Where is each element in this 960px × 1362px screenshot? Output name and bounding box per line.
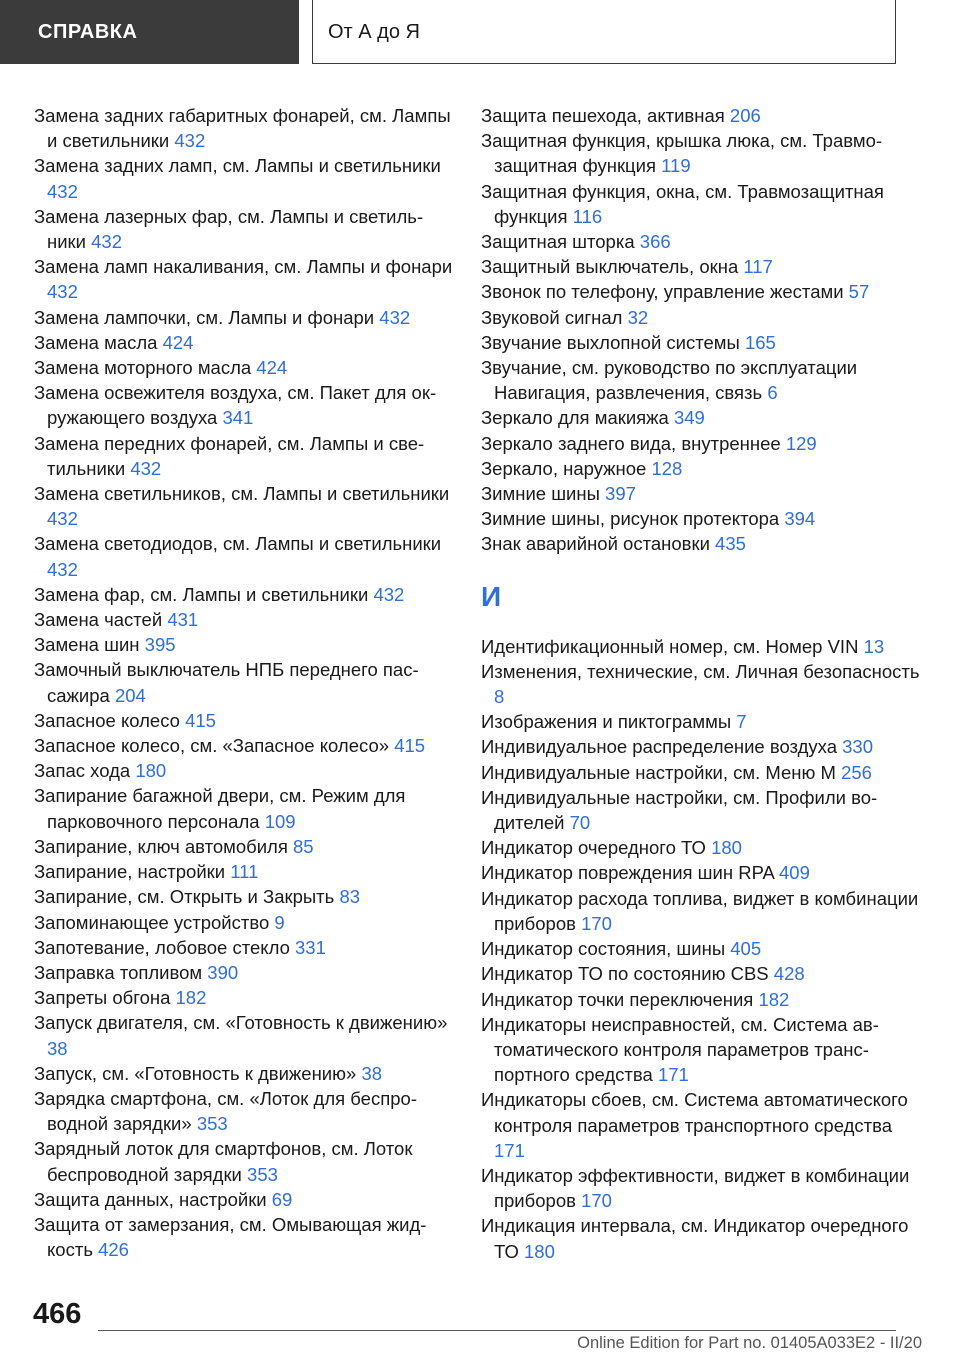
index-entry: [481, 506, 921, 531]
page-reference-link[interactable]: 165: [744, 331, 776, 353]
index-entry-text: Защитная шторка: [481, 231, 635, 253]
index-entry: [34, 380, 454, 430]
index-entry: [481, 760, 921, 785]
page-reference-link[interactable]: 171: [657, 1064, 689, 1086]
index-entry-text: Индикаторы неисправностей, см. Система автоматического контроля параметров транспортного средства: [481, 1013, 879, 1086]
page-reference-link[interactable]: 390: [207, 961, 239, 983]
index-entry-text: Замена лазерных фар, см. Лампы и светильники: [34, 205, 424, 253]
page-reference-link[interactable]: 204: [114, 684, 146, 706]
index-entry-text: Индикатор эффективности, виджет в комбинации приборов: [481, 1164, 910, 1212]
index-entry-text: Защита пешехода, активная: [481, 105, 725, 126]
index-entry: [34, 481, 454, 531]
page-reference-link[interactable]: 129: [785, 432, 817, 454]
index-entry-text: Запреты обгона: [34, 987, 171, 1009]
index-entry: [481, 431, 921, 456]
index-entry: [34, 531, 454, 581]
index-entry-text: Зеркало, наружное: [481, 457, 647, 479]
index-entry-text: Запасное колесо, см. «Запасное колесо»: [34, 735, 390, 757]
index-entry-text: Замена моторного масла: [34, 357, 252, 379]
index-entry: [481, 103, 921, 128]
index-entry-text: Звонок по телефону, управление жестами: [481, 281, 844, 303]
index-entry: [481, 734, 921, 759]
index-entry-text: Запирание, см. Открыть и Закрыть: [34, 886, 335, 908]
index-entry-text: Зимние шины, рисунок протектора: [481, 508, 780, 530]
page-reference-link[interactable]: 353: [247, 1163, 278, 1185]
index-entry-text: Индивидуальные настройки, см. Меню M: [481, 761, 836, 783]
page-reference-link[interactable]: 431: [167, 609, 199, 631]
index-entry: [481, 456, 921, 481]
page-reference-link[interactable]: 7: [736, 711, 747, 733]
index-entry-text: Запас хода: [34, 760, 131, 782]
index-entry: [481, 1012, 921, 1088]
page-reference-link[interactable]: 366: [639, 231, 671, 253]
index-entry: [34, 330, 454, 355]
index-entry-text: Запоминающее устройство: [34, 911, 270, 933]
page-reference-link[interactable]: 180: [135, 760, 167, 782]
page-reference-link[interactable]: 432: [373, 583, 405, 605]
index-entry: [34, 834, 454, 859]
page-reference-link[interactable]: 116: [572, 205, 603, 227]
page-reference-link[interactable]: 415: [185, 709, 216, 731]
index-entry-text: Индикатор расхода топлива, виджет в комбинации приборов: [481, 887, 919, 934]
index-entry: [481, 1213, 921, 1263]
index-entry: [34, 431, 454, 481]
index-entry: [34, 632, 454, 657]
page-reference-link[interactable]: 13: [863, 635, 885, 657]
index-entry-text: Звуковой сигнал: [481, 306, 623, 328]
index-entry-text: Запасное колесо: [34, 709, 180, 731]
page-reference-link[interactable]: 109: [264, 810, 296, 832]
page-reference-link[interactable]: 85: [293, 835, 314, 857]
index-entry-text: Замена задних ламп, см. Лампы и светильники: [34, 155, 441, 177]
page-reference-link[interactable]: 432: [47, 281, 78, 303]
index-entry-text: Индивидуальное распределение воздуха: [481, 736, 837, 758]
index-entry: [34, 758, 454, 783]
index-entry: [481, 785, 921, 835]
index-entry-text: Замена ламп накаливания, см. Лампы и фонари: [34, 256, 453, 278]
page-reference-link[interactable]: 128: [651, 457, 683, 479]
page-reference-link[interactable]: 353: [196, 1113, 228, 1135]
page-reference-link[interactable]: 57: [848, 281, 870, 303]
index-entry: [481, 279, 921, 304]
index-entry-text: Запуск двигателя, см. «Готовность к движению»: [34, 1012, 448, 1034]
index-entry: [481, 1087, 921, 1163]
page-reference-link[interactable]: 206: [729, 105, 761, 126]
index-entry: [34, 1010, 454, 1060]
index-entry-text: Защитный выключатель, окна: [481, 256, 739, 278]
index-entry-text: Замена передних фонарей, см. Лампы и светильники: [34, 432, 425, 479]
page-reference-link[interactable]: 32: [627, 306, 649, 328]
page-reference-link[interactable]: 331: [295, 936, 326, 958]
page-reference-link[interactable]: 170: [581, 1190, 612, 1212]
index-entry: [481, 305, 921, 330]
index-entry-text: Идентификационный номер, см. Номер VIN: [481, 635, 859, 657]
index-entry: [34, 935, 454, 960]
index-entry: [481, 987, 921, 1012]
index-entry-text: Замена масла: [34, 331, 158, 353]
index-entry-text: Индивидуальные настройки, см. Профили водителей: [481, 786, 878, 834]
index-column-left: [34, 103, 454, 1262]
index-entry-text: Индикатор повреждения шин RPA: [481, 862, 774, 884]
index-entry-text: Замена задних габаритных фонарей, см. Лампы и светильники: [34, 105, 451, 152]
index-entry-text: Замена фар, см. Лампы и светильники: [34, 583, 369, 605]
index-entry-text: Защитная функция, окна, см. Травмозащитная функция: [481, 180, 884, 227]
index-entry-text: Индикатор состояния, шины: [481, 938, 726, 960]
page-reference-link[interactable]: 424: [162, 331, 194, 353]
index-entry-text: Замочный выключатель НПБ переднего пассажира: [34, 659, 419, 706]
index-column-right: [481, 103, 921, 1264]
page-reference-link[interactable]: 8: [494, 686, 505, 708]
page-reference-link[interactable]: 405: [730, 938, 762, 960]
index-entry: [34, 355, 454, 380]
page-reference-link[interactable]: 171: [494, 1139, 525, 1161]
index-entry-text: Изменения, технические, см. Личная безопасность: [481, 660, 920, 682]
index-entry-text: Замена светильников, см. Лампы и светильники: [34, 483, 450, 505]
index-entry: [34, 1187, 454, 1212]
page-reference-link[interactable]: 38: [361, 1062, 383, 1084]
page-reference-link[interactable]: 70: [569, 812, 591, 834]
page-reference-link[interactable]: 182: [175, 987, 207, 1009]
index-entry-text: Зеркало для макияжа: [481, 407, 669, 429]
index-entry-text: Индикатор точки переключения: [481, 988, 754, 1010]
index-entry-text: Запуск, см. «Готовность к движению»: [34, 1062, 357, 1084]
footer-divider: [98, 1330, 896, 1331]
index-entry: [34, 204, 454, 254]
index-group-i: [481, 634, 921, 1264]
index-entry: [34, 985, 454, 1010]
page-reference-link[interactable]: 397: [605, 483, 636, 505]
index-entry-text: Зарядный лоток для смартфонов, см. Лоток беспроводной зарядки: [34, 1138, 413, 1185]
index-entry: [481, 961, 921, 986]
index-entry-text: Звучание выхлопной системы: [481, 331, 740, 353]
index-entry: [34, 582, 454, 607]
index-group-z: [481, 103, 921, 557]
page-reference-link[interactable]: 6: [767, 382, 778, 404]
page-number: 466: [33, 1298, 82, 1330]
index-entry: [481, 634, 921, 659]
index-entry-text: Зеркало заднего вида, внутреннее: [481, 432, 781, 454]
index-entry: [34, 859, 454, 884]
page-reference-link[interactable]: 415: [394, 735, 426, 757]
page-reference-link[interactable]: 424: [256, 357, 288, 379]
index-entry: [34, 1136, 454, 1186]
index-entry: [34, 708, 454, 733]
index-entry: [481, 405, 921, 430]
page-reference-link[interactable]: 432: [91, 231, 122, 253]
index-entry-text: Защита от замерзания, см. Омывающая жидкость: [34, 1213, 427, 1261]
index-entry: [34, 1061, 454, 1086]
index-entry: [34, 733, 454, 758]
topic-tab[interactable]: От А до Я: [312, 0, 896, 64]
index-entry-text: Замена лампочки, см. Лампы и фонари: [34, 306, 375, 328]
page-reference-link[interactable]: 69: [271, 1188, 293, 1210]
page-reference-link[interactable]: 426: [98, 1239, 129, 1261]
index-entry: [481, 709, 921, 734]
index-entry-text: Защитная функция, крышка люка, см. Травмозащитная функция: [481, 130, 883, 177]
index-entry: [34, 607, 454, 632]
index-entry: [481, 229, 921, 254]
page-reference-link[interactable]: 330: [842, 736, 874, 758]
page-reference-link[interactable]: 435: [715, 533, 746, 555]
page-reference-link[interactable]: 349: [673, 407, 705, 429]
index-entry: [481, 1163, 921, 1213]
page-reference-link[interactable]: 119: [661, 155, 691, 177]
index-entry-text: Замена шин: [34, 634, 140, 656]
section-letter: И: [481, 580, 502, 612]
page-reference-link[interactable]: 9: [274, 911, 285, 933]
page-reference-link[interactable]: 432: [130, 457, 162, 479]
index-entry-text: Зарядка смартфона, см. «Лоток для беспроводной зарядки»: [34, 1087, 417, 1135]
index-entry: [34, 103, 454, 153]
page-reference-link[interactable]: 180: [711, 837, 742, 859]
page-reference-link[interactable]: 432: [47, 180, 78, 202]
page-reference-link[interactable]: 409: [779, 862, 810, 884]
page-reference-link[interactable]: 341: [222, 407, 254, 429]
index-entry: [481, 481, 921, 506]
index-entry: [34, 657, 454, 707]
index-entry: [481, 886, 921, 936]
page-reference-link[interactable]: 170: [581, 912, 612, 934]
page-reference-link[interactable]: 38: [47, 1037, 68, 1059]
index-entry: [481, 936, 921, 961]
page-reference-link[interactable]: 117: [743, 256, 773, 278]
index-entry: [34, 254, 454, 304]
index-entry-text: Индикатор ТО по состоянию CBS: [481, 963, 769, 985]
index-entry: [481, 835, 921, 860]
page-reference-link[interactable]: 395: [144, 634, 176, 656]
index-entry-text: Запирание, настройки: [34, 861, 226, 883]
page-reference-link[interactable]: 180: [524, 1240, 555, 1262]
index-entry: [481, 128, 921, 178]
index-entry-text: Запотевание, лобовое стекло: [34, 936, 290, 958]
page-reference-link[interactable]: 432: [47, 508, 78, 530]
page-reference-link[interactable]: 432: [379, 306, 411, 328]
index-entry-text: Изображения и пиктограммы: [481, 711, 732, 733]
section-tab[interactable]: СПРАВКА: [0, 0, 299, 64]
index-entry: [481, 355, 921, 405]
index-entry-text: Запирание, ключ автомобиля: [34, 835, 288, 857]
index-entry-text: Запирание багажной двери, см. Режим для парковочного персонала: [34, 785, 406, 832]
index-entry-text: Замена светодиодов, см. Лампы и светильники: [34, 533, 442, 555]
index-entry-text: Замена частей: [34, 609, 163, 631]
index-entry: [34, 1086, 454, 1136]
index-entry: [34, 960, 454, 985]
index-entry: [481, 179, 921, 229]
index-entry-text: Индикация интервала, см. Индикатор очередного ТО: [481, 1215, 909, 1262]
index-entry: [34, 910, 454, 935]
footer-edition-text: Online Edition for Part no. 01405A033E2 - II/20: [577, 1334, 922, 1352]
index-entry: [481, 330, 921, 355]
index-entry-text: Звучание, см. руководство по эксплуатации Навигация, развлечения, связь: [481, 357, 858, 404]
index-entry: [34, 884, 454, 909]
index-entry-text: Знак аварийной остановки: [481, 533, 710, 555]
index-entry-text: Индикатор очередного ТО: [481, 837, 706, 859]
index-entry-text: Заправка топливом: [34, 961, 203, 983]
page-reference-link[interactable]: 432: [174, 130, 206, 152]
index-entry: [481, 860, 921, 885]
index-entry-text: Замена освежителя воздуха, см. Пакет для окружающего воздуха: [34, 382, 437, 429]
index-entry: [34, 153, 454, 203]
index-entry: [481, 254, 921, 279]
index-entry: [481, 659, 921, 709]
index-entry-text: Зимние шины: [481, 483, 600, 505]
page-reference-link[interactable]: 394: [784, 508, 816, 530]
page-reference-link[interactable]: 83: [339, 886, 361, 908]
page-reference-link[interactable]: 432: [47, 558, 78, 580]
page-reference-link[interactable]: 182: [758, 988, 790, 1010]
index-entry-text: Защита данных, настройки: [34, 1188, 267, 1210]
index-entry: [34, 1212, 454, 1262]
page-reference-link[interactable]: 111: [230, 861, 259, 883]
index-entry-text: Индикаторы сбоев, см. Система автоматического контроля параметров транспортного средства: [481, 1089, 908, 1136]
page-reference-link[interactable]: 428: [773, 963, 805, 985]
index-entry: [34, 305, 454, 330]
index-entry: [34, 783, 454, 833]
index-entry: [481, 531, 921, 556]
page-reference-link[interactable]: 256: [841, 761, 872, 783]
